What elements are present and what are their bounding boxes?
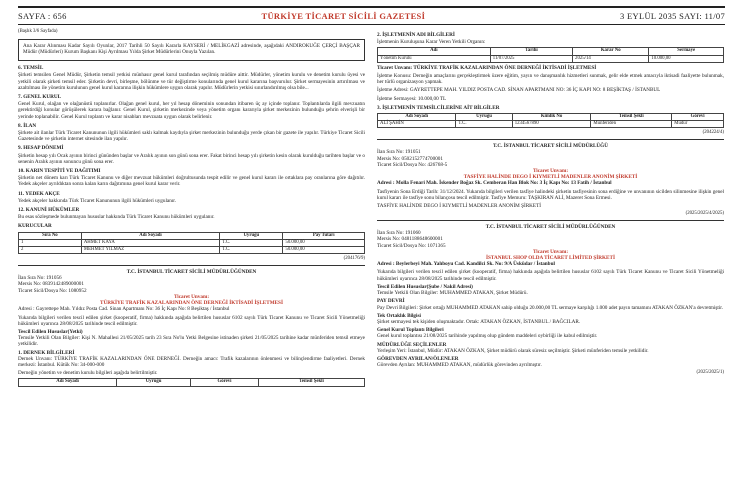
founders-col-2: Uyruğu bbox=[220, 232, 283, 239]
company3-address: Adresi : Beylerbeyi Mah. Yalıboyu Cad. Kandilci Sk. No: 9/A Üsküdar / İstanbul bbox=[377, 261, 555, 268]
isletme-col: Sermaye bbox=[649, 48, 724, 55]
company3-name: İSTANBUL SHOP OLDA TİCARET LİMİTED ŞİRKETİ bbox=[485, 255, 615, 262]
block-text: Temsile Yetkili Olan Bilgiler: Kişi N. Mahallesi 21/05/2025 tarih 23 Sıra No'lu Yetki Belgesine istinaden şirketi 21/05/2025 tarihine kadar münferiden temsil etmeye yetkilidir. bbox=[18, 335, 365, 348]
company3-label: Ticaret Unvanı: bbox=[532, 248, 569, 255]
company-name: TÜRKİYE TRAFİK KAZALARINDAN ÖNE DERNEĞİ İKTİSADİ İŞLETMESİ bbox=[100, 300, 283, 307]
company3-block-title: Tescil Edilen Hususlar(Şube / Nakil Adresi) bbox=[377, 283, 473, 290]
founders-cell: 50.000,00 bbox=[283, 247, 365, 254]
table-row bbox=[378, 121, 724, 128]
isletme-table bbox=[377, 47, 724, 62]
founders-col-3: Pay Tutarı bbox=[283, 232, 365, 239]
registry-line: Ticaret Sicil/Dosya No: 1080952 bbox=[18, 287, 87, 294]
section-isletme-title: 2. İŞLETMENİN ADI BİLGİLERİ bbox=[377, 32, 455, 38]
founders-col-0: Sıra No bbox=[19, 232, 82, 239]
founders-cell: T.C. bbox=[220, 247, 283, 254]
temsilci-col: Kimlik No bbox=[512, 114, 591, 121]
founders-cell: AHMET KAYA bbox=[81, 239, 219, 246]
bottom-note: Derneğin yönetim ve denetim kurulu bilgileri aşağıda belirtilmiştir. bbox=[18, 370, 158, 377]
section-temsil-text: Şirketi temsilen Genel Müdür, Şirketin temsil yetkisi münhasır genel kurul tarafından seçilmiş müdüre aittir. Müdürler, yönetim kurulu ve denetim kurulu üyesi ve yetkili olarak şirketi temsil eder. Şirketin devri, birleşme, bölünme ve tür değiştirme konularında genel kurul kararına başvurulur. Şirket sermayesinin artırılması ve azaltılması ile yönetim kurulunun genel kurul kararına ilişkin hükümlere uygun olarak yapılır. Müdürlerin yetkisi sınırlandırılmış olsa bile... bbox=[18, 72, 365, 91]
section-kar-title: 10. KARIN TESPİTİ VE DAĞITIMI bbox=[18, 168, 101, 175]
board-col: Adı Soyadı bbox=[19, 379, 117, 386]
board-col: Görevi bbox=[191, 379, 259, 386]
founders-cell: MEHMET YILMAZ bbox=[81, 247, 219, 254]
page-header bbox=[18, 6, 725, 25]
company3-block-text: Pay Devri Bilgileri: Şirket ortağı MUHAMMED ATAKAN sahip olduğu 20.000,00 TL sermaye karşılığı 1.000 adet payın tamamını ATAKAN ÖZKAN'a devretmiştir. bbox=[377, 304, 724, 311]
isletme-unvan: Ticaret Unvanı: TÜRKİYE TRAFİK KAZALARINDAN ÖNE DERNEĞİ İKTİSADİ İŞLETMESİ bbox=[377, 64, 597, 71]
table-row bbox=[19, 247, 365, 254]
section-yedek-title: 11. YEDEK AKÇE bbox=[18, 190, 60, 197]
founders-table bbox=[18, 232, 365, 255]
temsilci-title: 3. İŞLETMENİN TEMSİLCİLERİNE AİT BİLGİLER bbox=[377, 104, 500, 111]
registry2-title: T.C. İSTANBUL TİCARET SİCİLİ MÜDÜRLÜĞÜ bbox=[493, 143, 608, 150]
company-text: Yukarıda bilgileri verilen tescil edilen şirket (kooperatif, firma) hakkında aşağıda belirtilen hususlar 6102 sayılı Türk Ticaret Kanunu ve Ticaret Sicili Yönetmeliği hükümleri uyarınca 28/08/2025 tarihinde tescil edilmiştir. bbox=[18, 314, 365, 327]
company3-block-text: Görevden Ayrılan: MUHAMMED ATAKAN, müdürlük görevinden ayrılmıştır. bbox=[377, 362, 542, 369]
company2-label: Ticaret Unvanı: bbox=[532, 168, 569, 175]
section-ilan-title: 8. İLAN bbox=[18, 122, 37, 129]
registry3-line: Mersis No: 0481188648600001 bbox=[377, 236, 443, 243]
temsilci-col: Uyruğu bbox=[456, 114, 512, 121]
section-genel-kurul-text: Genel Kurul, olağan ve olağanüstü toplanırlar. Olağan genel kurul, her yıl hesap döneminin sonundan itibaren üç ay içinde toplanır. Toplantılarda ilgili mevzuatın gerektirdiği konular görüşülerek karara bağlanır. Genel Kurul, şirketin merkezinde veya yönetim organı kararıyla şirket merkezinin bulunduğu şehrin elverişli bir yerinde toplanabilir. Genel Kurul toplantı ve karar nisabları mevzuata uygun olarak belirlenir. bbox=[18, 101, 365, 120]
issue-date: 3 EYLÜL 2035 SAYI: 11/07 bbox=[620, 11, 725, 21]
temsilci-col: Görevi bbox=[672, 114, 724, 121]
company3-block-title: PAY DEVRİ bbox=[377, 298, 405, 305]
right-column bbox=[377, 29, 724, 389]
company2-ref: (2025/2025/4/2025) bbox=[685, 211, 724, 217]
company2-text: Tasfiyenin Sona Erdiği Tarih: 31/12/2024. Yukarıda bilgileri verilen tasfiye halindeki şirketin tasfiyesinin sona erdiğine ve unvanının sicilden silinmesine ilişkin genel kurul kararı ile tasfiye sonu bilançosu tescil edilmiştir. Tasfiye Memuru: TAŞKIRAN ALİ, Mazeret Sona Ermesi. bbox=[377, 188, 724, 201]
temsilci-ref: (204224/4) bbox=[702, 130, 724, 136]
temsilci-col: Adı Soyadı bbox=[378, 114, 456, 121]
founders-col-1: Adı Soyadı bbox=[81, 232, 219, 239]
gazette-title: TÜRKİYE TİCARET SİCİLİ GAZETESİ bbox=[261, 11, 426, 21]
company-address: Adresi : Gayrettepe Mah. Yıldız Posta Cad. Sinan Apartmanı No: 36 İç Kapı No: 8 Beşiktaş / İstanbul bbox=[18, 306, 230, 313]
board-col: Uyruğu bbox=[117, 379, 191, 386]
section-genel-kurul-title: 7. GENEL KURUL bbox=[18, 94, 62, 101]
isletme-cell: 10.000,00 bbox=[649, 55, 724, 62]
table-row bbox=[378, 55, 724, 62]
company3-block-title: MÜDÜRLÜĞE SEÇİLENLER bbox=[377, 341, 447, 348]
registry3-title: T.C. İSTANBUL TİCARET SİCİLİ MÜDÜRLÜĞÜNDEN bbox=[485, 224, 616, 231]
company2-address: Adresi : Molla Fenari Mah. İskender Boğaz Sk. Cemberan Han Blok No: 3 İç Kapı No: 13 Fatih / İstanbul bbox=[377, 180, 612, 187]
section-ilan-text: Şirkete ait ilanlar Türk Ticaret Kanununun ilgili hükümleri saklı kalmak kaydıyla şirket merkezinin bulunduğu yerde çıkan bir gazete ile yapılır. Türkiye Ticaret Sicili Gazetesinde ve şirketin internet sitesinde ilan yapılır. bbox=[18, 130, 365, 143]
section-kar-text: Şirketin net dönem karı Türk Ticaret Kanunu ve diğer mevzuat hükümleri doğrultusunda tespit edilir ve genel kurul kararı ile ortaklara pay oranlarına göre dağıtılır. Yedek akçeler ayrıldıktan sonra kalan karın dağıtımına genel kurul karar verir. bbox=[18, 175, 365, 188]
block-title: Tescil Edilen Hususlar(Yetki) bbox=[18, 328, 83, 335]
company3-block-title: Genel Kurul Toplantı Bilgileri bbox=[377, 327, 444, 334]
page-number: SAYFA : 656 bbox=[18, 11, 67, 21]
isletme-col: Karar No bbox=[573, 48, 649, 55]
registry-line: İlan Sıra No: 191056 bbox=[18, 275, 62, 282]
company2-name: TASFİYE HALİNDE DEGO İ KIYMETLİ MADENLER ANONİM ŞİRKETİ bbox=[463, 174, 638, 181]
company3-block-text: Temsile Yetkili Olan Bilgiler: MUHAMMED ATAKAN, Şirket Müdürü. bbox=[377, 290, 528, 297]
registry3-line: Ticaret Sicil/Dosya No: 1071365 bbox=[377, 242, 446, 249]
founders-title: KURUCULAR bbox=[18, 223, 52, 230]
isletme-cell: 2025/14 bbox=[573, 55, 649, 62]
top-note: (Başlık 3/6 Sayfada) bbox=[18, 29, 58, 34]
intro-box bbox=[18, 39, 365, 61]
divider bbox=[18, 265, 365, 266]
temsilci-cell: ALİ ŞAHİN bbox=[378, 121, 456, 128]
founders-cell: T.C. bbox=[220, 239, 283, 246]
isletme-sermaye: İşletme Sermayesi: 10.000,00 TL bbox=[377, 95, 447, 102]
temsilci-cell: 1234567890 bbox=[512, 121, 591, 128]
section-isletme-text: İşletmenin Kuruluşuna Karar Veren Yetkili Organın: bbox=[377, 39, 486, 46]
founders-cell: 50.000,00 bbox=[283, 239, 365, 246]
board-table bbox=[18, 378, 365, 386]
company3-block-text: Yerleşim Yeri: İstanbul, Müdür: ATAKAN ÖZKAN, Şirket müdürü olarak süresiz seçilmiştir. Şirketi münferiden temsile yetkilidir. bbox=[377, 347, 649, 354]
registry3-line: İlan Sıra No: 191060 bbox=[377, 230, 421, 237]
intro-text: Ana Karar Alınması Kadar Sayılı Oyunlar, 2017 Tarihli 50 Sayılı Kararla KAYSERİ / MELİKGAZİ adresinde, aşağıdaki ANDIROKUĞE ÇERÇİ BAŞÇAR Müdür (Müdürleri) Kurum Başkanı Kişi Ayrılması Yılda Şirket Müdürlerini Onuyla Yazılan. bbox=[23, 42, 360, 55]
block-title: 1. DERNEK BİLGİLERİ bbox=[18, 349, 75, 356]
founders-ref: (204176/9) bbox=[343, 256, 365, 262]
company3-block-text: Şirket sermayesi tek kişiden oluşmaktadır. Ortak: ATAKAN ÖZKAN, İSTANBUL / BAĞCILAR. bbox=[377, 318, 581, 325]
company2-tail: TASFİYE HALİNDE DEGO İ KIYMETLİ MADENLER ANONİM ŞİRKETİ bbox=[377, 203, 541, 210]
registry-line: Mersis No: 0839142489000001 bbox=[18, 281, 84, 288]
isletme-col: Tarihi bbox=[490, 48, 572, 55]
temsilci-table bbox=[377, 113, 724, 128]
company3-ref: (2025/2025/1) bbox=[696, 370, 724, 376]
left-column bbox=[18, 29, 365, 389]
temsilci-cell: Münferiden bbox=[591, 121, 672, 128]
block-text: Dernek Unvanı: TÜRKİYE TRAFİK KAZALARINDAN ÖNE DERNEĞİ. Derneğin amacı: Trafik kazalarının önlenmesi ve bilinçlendirme faaliyetleri. Dernek merkezi: İstanbul. Kütük No: 34-000-000 bbox=[18, 355, 365, 368]
board-col: Temsil Şekli bbox=[258, 379, 364, 386]
temsilci-cell: Müdür bbox=[672, 121, 724, 128]
section-kanuni-text: Bu esas sözleşmede bulunmayan hususlar hakkında Türk Ticaret Kanunu hükümleri uygulanır. bbox=[18, 214, 215, 221]
company3-block-title: GÖREVDEN AYRILAN/ÖLENLER bbox=[377, 355, 459, 362]
divider bbox=[377, 220, 724, 221]
company3-block-text: Genel kurul toplantısı 21/08/2025 tarihinde yapılmış olup gündem maddeleri oybirliği ile kabul edilmiştir. bbox=[377, 333, 598, 340]
registry-title: T.C. İSTANBUL TİCARET SİCİLİ MÜDÜRLÜĞÜNDEN bbox=[126, 269, 257, 276]
section-hesap-text: Şirketin hesap yılı Ocak ayının birinci gününden başlar ve Aralık ayının son günü sona erer. Fakat birinci hesap yılı şirketin kesin olarak kurulduğu tarihten başlar ve o senenin Aralık ayının sonuncu günü sona erer. bbox=[18, 152, 365, 165]
isletme-cell: Yönetim Kurulu bbox=[378, 55, 491, 62]
isletme-adres: İşletme Adresi: GAYRETTEPE MAH. YILDIZ POSTA CAD. SİNAN APARTMANI NO: 36 İÇ KAPI NO: 8 BEŞİKTAŞ / İSTANBUL bbox=[377, 87, 661, 94]
founders-cell: 2 bbox=[19, 247, 82, 254]
table-row bbox=[19, 239, 365, 246]
registry2-line: İlan Sıra No: 191051 bbox=[377, 149, 421, 156]
isletme-konu: İşletme Konusu: Derneğin amaçlarını gerçekleştirmek üzere eğitim, yayın ve danışmanlık hizmetleri sunmak, gelir elde etmek amacıyla iktisadi faaliyette bulunmak, her türlü organizasyon yapmak. bbox=[377, 73, 724, 86]
temsilci-cell: T.C. bbox=[456, 121, 512, 128]
temsilci-col: Temsil Şekli bbox=[591, 114, 672, 121]
divider bbox=[377, 139, 724, 140]
company3-text: Yukarıda bilgileri verilen tescil edilen şirket (kooperatif, firma) hakkında aşağıda belirtilen hususlar 6102 sayılı Türk Ticaret Kanunu ve Ticaret Sicili Yönetmeliği hükümleri uyarınca 28/08/2025 tarihinde tescil edilmiştir. bbox=[377, 269, 724, 282]
isletme-cell: 11/07/2025 bbox=[490, 55, 572, 62]
founders-cell: 1 bbox=[19, 239, 82, 246]
section-yedek-text: Yedek akçeler hakkında Türk Ticaret Kanununun ilgili hükümleri uygulanır. bbox=[18, 197, 176, 204]
registry2-line: Mersis No: 0502152774700001 bbox=[377, 155, 443, 162]
isletme-col: Adı bbox=[378, 48, 491, 55]
section-hesap-title: 9. HESAP DÖNEMİ bbox=[18, 145, 64, 152]
company-label: Ticaret Unvanı: bbox=[173, 293, 210, 300]
company3-block-title: Tek Ortaklık Bilgisi bbox=[377, 312, 421, 319]
registry2-line: Ticaret Sicil/Dosya No: 426768-5 bbox=[377, 161, 448, 168]
section-kanuni-title: 12. KANUNİ HÜKÜMLER bbox=[18, 207, 80, 214]
section-temsil-title: 6. TEMSİL bbox=[18, 65, 44, 72]
